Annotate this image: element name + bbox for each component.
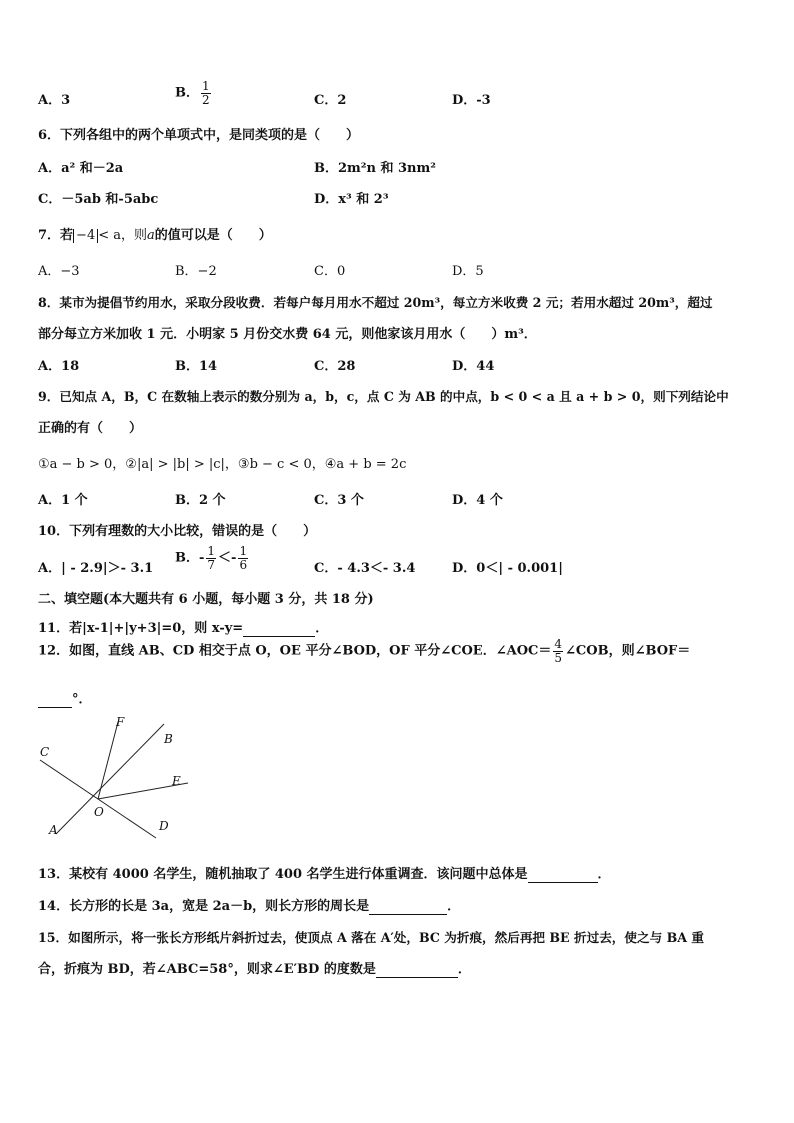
fraction-numerator: 1 bbox=[239, 544, 248, 558]
q7-option-b: B．−2 bbox=[175, 264, 217, 279]
q10-option-b-fraction-2 bbox=[238, 545, 248, 571]
q9-line-1: 9．已知点 A，B，C 在数轴上表示的数分别为 a，b，c，点 C 为 AB 的中点，b < 0 < a 且 a + b > 0，则下列结论中 bbox=[38, 389, 729, 404]
line-ab bbox=[56, 724, 164, 834]
q12-figure bbox=[36, 710, 206, 850]
fraction-denominator: 6 bbox=[239, 557, 248, 572]
q13-stem bbox=[38, 863, 611, 883]
fraction-denominator: 2 bbox=[202, 92, 210, 107]
q7-variable: a bbox=[147, 228, 155, 243]
ray-of bbox=[98, 722, 118, 799]
q7-option-a: A．−3 bbox=[38, 264, 80, 279]
q13-text: 13．某校有 4000 名学生，随机抽取了 400 名学生进行体重调查．该问题中总体是 bbox=[38, 867, 528, 882]
q12-prefix: 12．如图，直线 AB、CD 相交于点 O，OE 平分∠BOD，OF 平分∠COE．∠AOC＝ bbox=[38, 643, 552, 659]
label-o: O bbox=[94, 805, 104, 819]
label-a: A bbox=[49, 823, 58, 837]
q8-option-d: D．44 bbox=[452, 359, 495, 374]
fraction-numerator: 1 bbox=[207, 544, 216, 558]
q6-option-c: C．－5ab 和-5abc bbox=[38, 192, 159, 207]
section-2-heading: 二、填空题(本大题共有 6 小题，每小题 3 分，共 18 分) bbox=[38, 592, 374, 607]
q10-option-b bbox=[175, 545, 250, 571]
q7-option-d: D．5 bbox=[452, 264, 484, 279]
q10-option-b-label: B．- bbox=[175, 550, 205, 566]
q10-stem: 10．下列有理数的大小比较，错误的是（ ） bbox=[38, 524, 317, 539]
q11-text: 11．若|x-1|+|y+3|=0，则 x-y= bbox=[38, 621, 244, 636]
q13-end: ． bbox=[597, 867, 611, 882]
q13-answer-blank bbox=[528, 867, 598, 883]
q7-absolute-value: −4 bbox=[73, 229, 98, 243]
label-f: F bbox=[116, 715, 125, 729]
q5-option-b-label: B． bbox=[175, 85, 199, 101]
q5-option-b bbox=[175, 80, 213, 106]
q9-line-3: ①a − b > 0，②|a| > |b| > |c|，③b − c < 0，④a + b = 2c bbox=[38, 457, 407, 472]
q10-option-b-fraction-1 bbox=[206, 545, 216, 571]
q8-line-1: 8．某市为提倡节约用水，采取分段收费．若每户每月用水不超过 20m³，每立方米收费 2 元；若用水超过 20m³，超过 bbox=[38, 295, 713, 310]
fraction-numerator: 4 bbox=[554, 637, 563, 651]
q15-line-2 bbox=[38, 958, 471, 978]
q7-suffix: 的值可以是（ ） bbox=[154, 228, 272, 243]
q12-stem bbox=[38, 638, 690, 664]
q5-option-d: D．-3 bbox=[452, 93, 491, 108]
q12-suffix: ∠COB，则∠BOF＝ bbox=[565, 643, 691, 659]
q5-option-a: A．3 bbox=[38, 93, 71, 108]
q12-fraction bbox=[553, 638, 563, 664]
q12-line-2-end: °． bbox=[72, 692, 92, 707]
q6-stem: 6．下列各组中的两个单项式中，是同类项的是（ ） bbox=[38, 128, 360, 143]
q9-line-2: 正确的有（ ） bbox=[38, 421, 143, 436]
fraction-denominator: 5 bbox=[554, 650, 563, 665]
label-e: E bbox=[172, 774, 181, 788]
q8-option-b: B．14 bbox=[175, 359, 218, 374]
q15-answer-blank bbox=[376, 962, 458, 978]
q8-line-2: 部分每立方米加收 1 元．小明家 5 月份交水费 64 元，则他家该月用水（ ）m³． bbox=[38, 327, 537, 342]
q6-option-d: D．x³ 和 2³ bbox=[314, 192, 389, 207]
q12-line-2 bbox=[38, 688, 92, 708]
q14-end: ． bbox=[447, 899, 461, 914]
q14-stem bbox=[38, 895, 460, 915]
q9-option-b: B．2 个 bbox=[175, 493, 226, 508]
q10-option-b-compare: ＜- bbox=[218, 550, 237, 566]
q9-option-c: C．3 个 bbox=[314, 493, 364, 508]
q10-option-c: C．- 4.3＜- 3.4 bbox=[314, 561, 416, 576]
q7-middle: < a，则 bbox=[98, 228, 147, 243]
q11-stem bbox=[38, 617, 328, 637]
q12-answer-blank bbox=[38, 692, 72, 708]
label-d: D bbox=[159, 819, 169, 833]
q7-option-c: C．0 bbox=[314, 264, 346, 279]
fraction-numerator: 1 bbox=[202, 79, 210, 93]
label-b: B bbox=[164, 732, 173, 746]
q15-end: ． bbox=[457, 962, 471, 977]
q11-answer-blank bbox=[243, 621, 315, 637]
q5-option-b-fraction bbox=[201, 80, 211, 106]
q8-option-c: C．28 bbox=[314, 359, 356, 374]
q9-option-a: A．1 个 bbox=[38, 493, 88, 508]
q7-stem bbox=[38, 224, 272, 243]
q9-option-d: D．4 个 bbox=[452, 493, 503, 508]
q8-option-a: A．18 bbox=[38, 359, 80, 374]
q10-option-a: A．| - 2.9|＞- 3.1 bbox=[38, 561, 154, 576]
q14-text: 14．长方形的长是 3a，宽是 2a－b，则长方形的周长是 bbox=[38, 899, 370, 914]
q6-option-b: B．2m²n 和 3nm² bbox=[314, 161, 436, 176]
q15-text: 合，折痕为 BD，若∠ABC=58°，则求∠E′BD 的度数是 bbox=[38, 962, 376, 977]
q10-option-d: D．0＜| - 0.001| bbox=[452, 561, 563, 576]
q7-prefix: 7．若 bbox=[38, 228, 74, 243]
q6-option-a: A．a² 和－2a bbox=[38, 161, 124, 176]
q15-line-1: 15．如图所示，将一张长方形纸片斜折过去，使顶点 A 落在 A′处，BC 为折痕，然后再把 BE 折过去，使之与 BA 重 bbox=[38, 930, 704, 945]
fraction-denominator: 7 bbox=[207, 557, 216, 572]
q5-option-c: C．2 bbox=[314, 93, 347, 108]
label-c: C bbox=[40, 745, 50, 759]
q14-answer-blank bbox=[369, 899, 447, 915]
q11-end: ． bbox=[315, 621, 329, 636]
